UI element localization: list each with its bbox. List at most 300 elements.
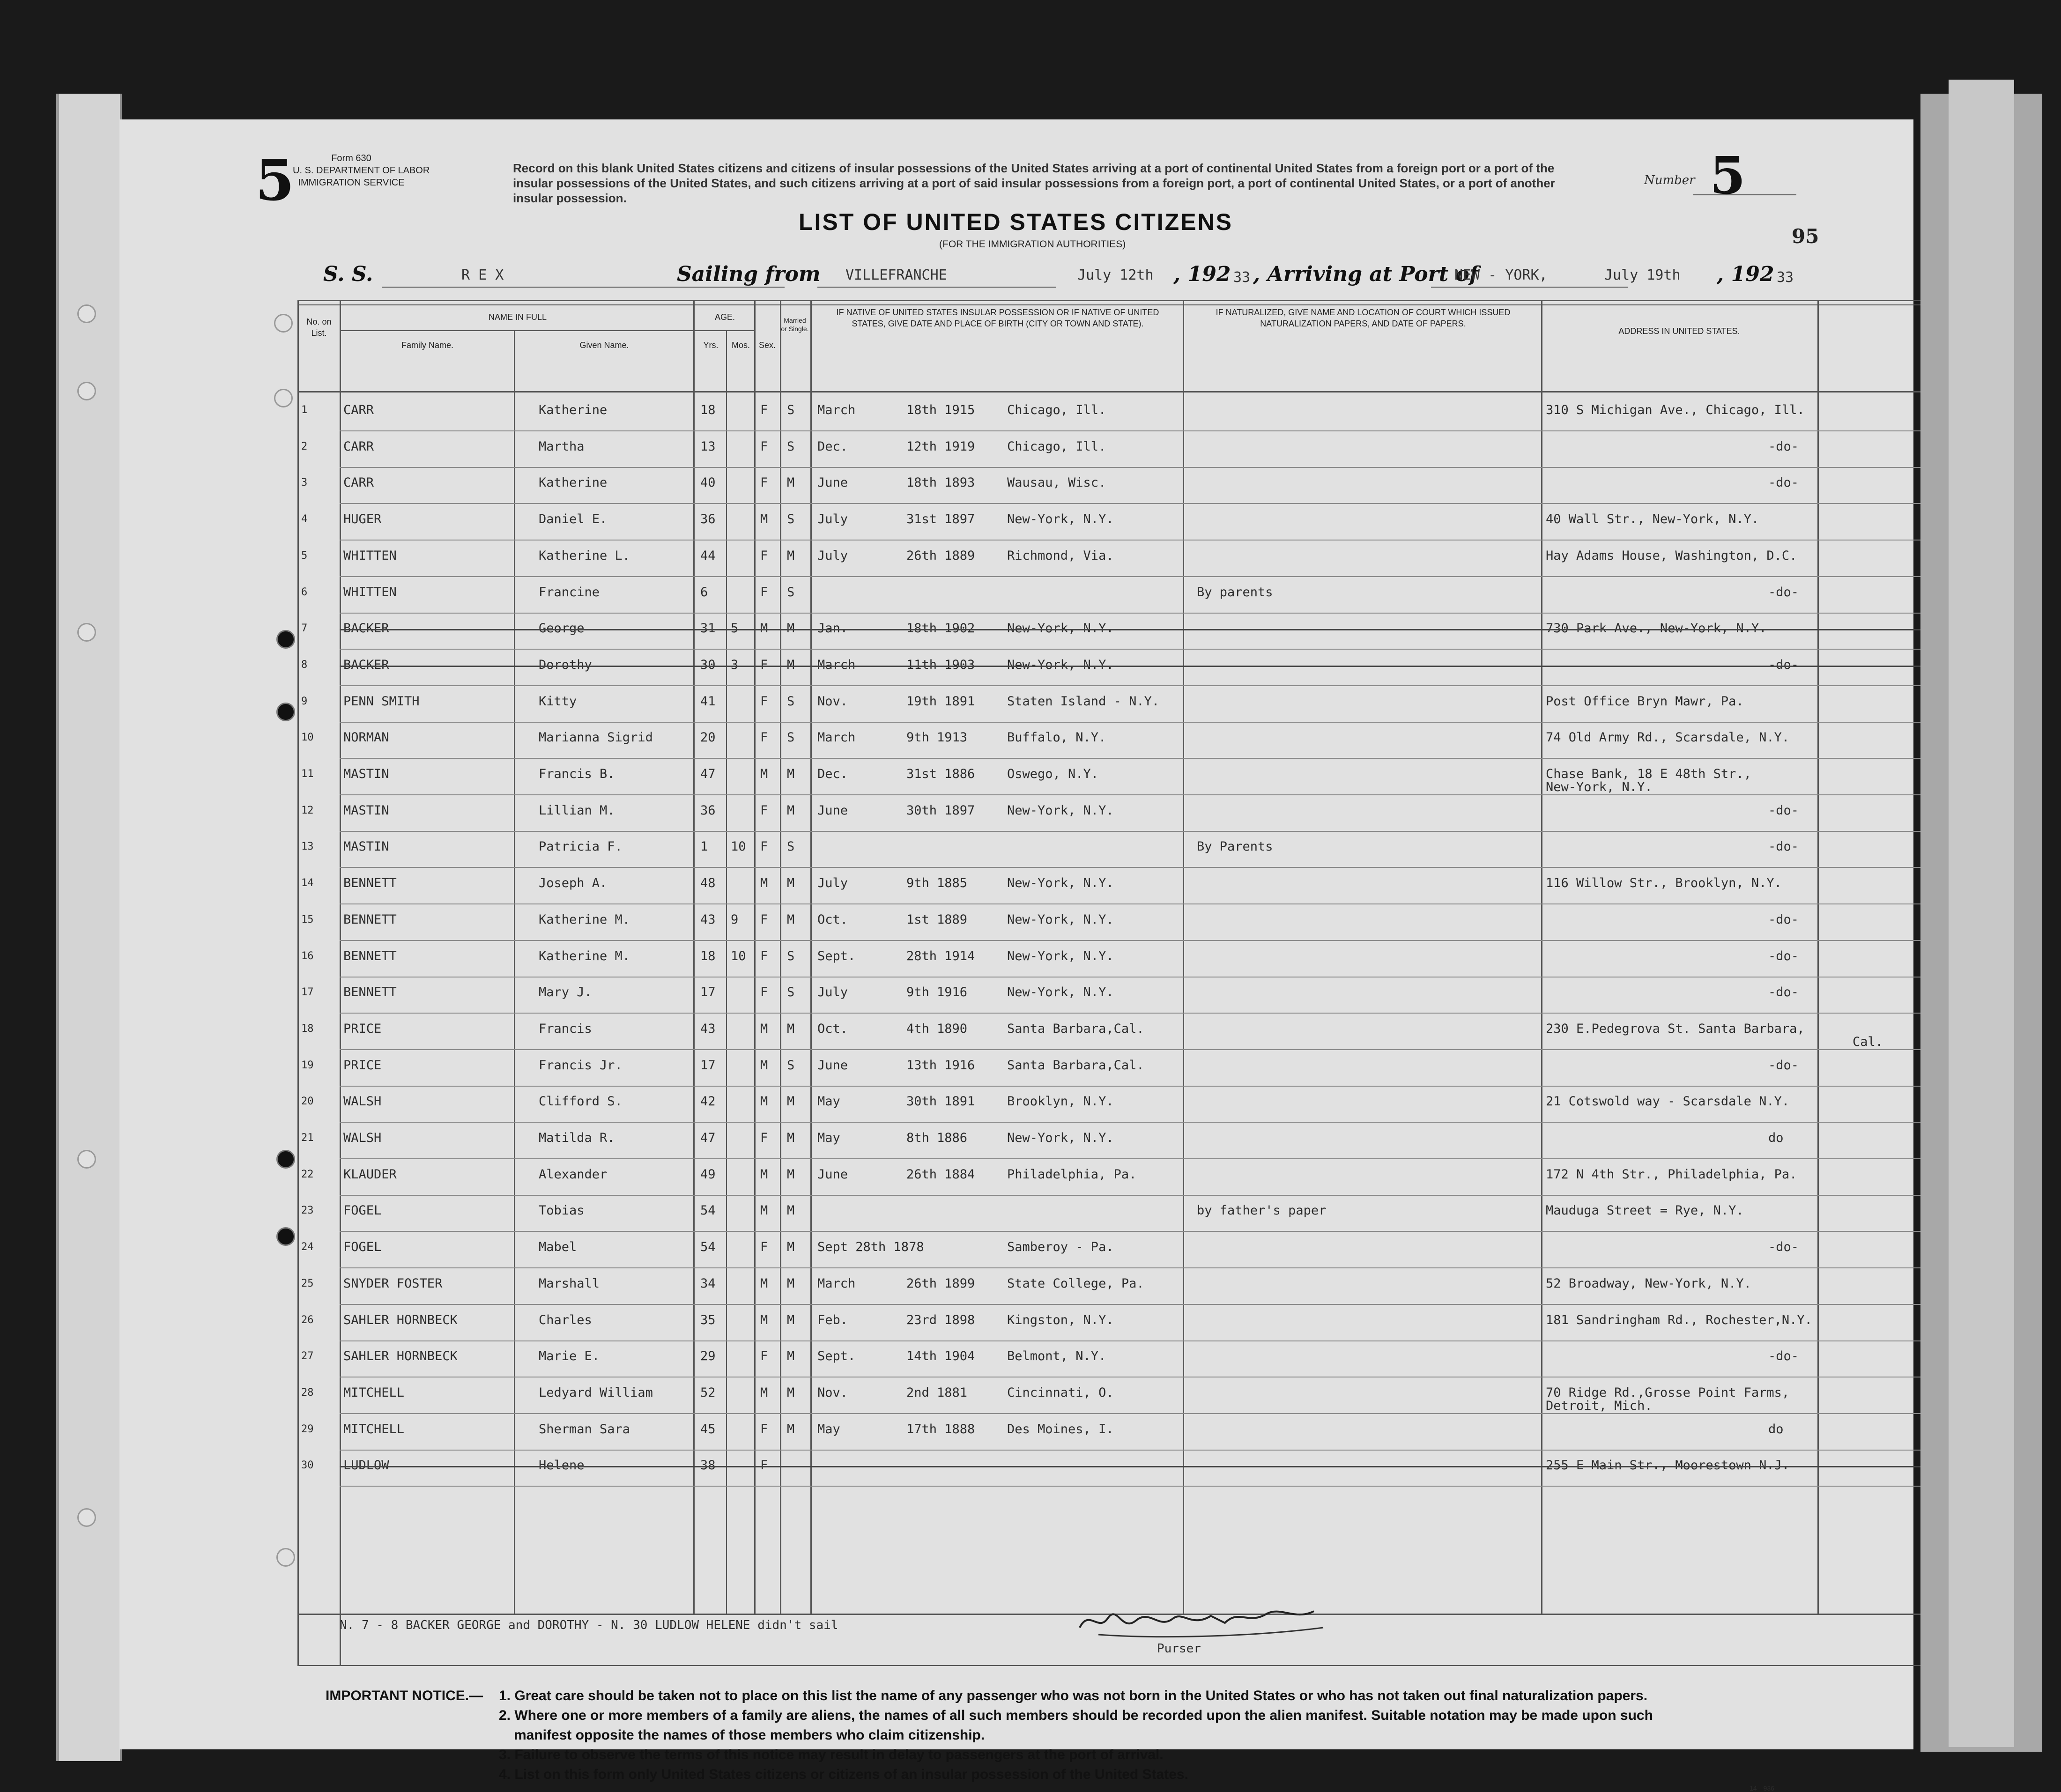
marital-status: M [787, 1276, 795, 1291]
address: -do- [1768, 948, 1799, 963]
address: 255 E Main Str., Moorestown N.J. [1546, 1458, 1790, 1473]
age-months: 10 [731, 839, 746, 854]
sailing-year: 33 [1233, 269, 1251, 286]
given-name: Katherine M. [539, 948, 630, 963]
given-name: Tobias [539, 1203, 585, 1218]
given-name: Joseph A. [539, 876, 608, 891]
age-years: 35 [700, 1312, 716, 1327]
marital-status: S [787, 1058, 795, 1073]
row-rule [340, 1340, 1920, 1341]
birth-month: Feb. [817, 1312, 848, 1327]
row-rule [340, 467, 1920, 468]
row-number: 28 [301, 1386, 314, 1399]
row-rule [340, 576, 1920, 577]
row-number: 8 [301, 659, 308, 671]
naturalization: By Parents [1197, 839, 1273, 854]
age-years: 20 [700, 730, 716, 745]
row-number: 6 [301, 586, 308, 598]
family-name: MASTIN [343, 767, 389, 781]
age-years: 17 [700, 1058, 716, 1073]
address: -do- [1768, 585, 1799, 600]
purser-signature [1070, 1599, 1333, 1644]
col-header-mos: Mos. [731, 341, 750, 350]
marital-status: M [787, 1021, 795, 1036]
col-header-name: NAME IN FULL [488, 312, 547, 322]
row-number: 14 [301, 877, 314, 889]
family-name: HUGER [343, 512, 382, 527]
notice-label: IMPORTANT NOTICE.— [326, 1688, 483, 1703]
page-number: 95 [1792, 225, 1819, 248]
page-edge [1949, 80, 2014, 1747]
row-number: 11 [301, 768, 314, 780]
birth-place: New-York, N.Y. [1007, 876, 1114, 891]
marital-status: M [787, 876, 795, 891]
binder-hole [77, 382, 96, 400]
subheader-rule [340, 330, 754, 331]
marital-status: M [787, 621, 795, 636]
header-bottom-border [297, 391, 1920, 392]
col-border [810, 300, 812, 1614]
strike-through [340, 629, 1920, 630]
age-years: 17 [700, 985, 716, 1000]
row-rule [340, 758, 1920, 759]
birth-place: Cincinnati, O. [1007, 1385, 1114, 1400]
row-rule [340, 794, 1920, 795]
birth-month: Sept. [817, 1349, 856, 1364]
given-name: Mary J. [539, 985, 592, 1000]
number-label: Number [1644, 173, 1695, 187]
age-years: 43 [700, 912, 716, 927]
birth-place: Chicago, Ill. [1007, 403, 1106, 417]
family-name: SAHLER HORNBECK [343, 1349, 458, 1364]
arrival-port: NEW - YORK, [1454, 267, 1548, 283]
birth-month: June [817, 1058, 848, 1073]
row-number: 30 [301, 1459, 314, 1472]
punch-hole [276, 630, 295, 649]
row-number: 22 [301, 1168, 314, 1180]
address-line-2: Detroit, Mich. [1546, 1398, 1653, 1413]
family-name: NORMAN [343, 730, 389, 745]
row-number: 16 [301, 950, 314, 962]
birth-month: June [817, 803, 848, 818]
address: 172 N 4th Str., Philadelphia, Pa. [1546, 1167, 1797, 1182]
punch-hole [276, 1227, 295, 1246]
row-rule [340, 1231, 1920, 1232]
given-name: Patricia F. [539, 839, 623, 854]
sex: F [760, 912, 768, 927]
birth-place: New-York, N.Y. [1007, 912, 1114, 927]
family-name: PENN SMITH [343, 694, 420, 709]
manifest-sheet [119, 119, 1913, 1792]
notice-item: 1. Great care should be taken not to place on this list the name of any passenger who was not born in the United States or who has not taken out final naturalization papers. [499, 1688, 1648, 1703]
marital-status: M [787, 1203, 795, 1218]
birth-place: New-York, N.Y. [1007, 985, 1114, 1000]
row-number: 23 [301, 1205, 314, 1217]
birth-day-year: 13th 1916 [906, 1058, 975, 1073]
age-years: 48 [700, 876, 716, 891]
address: 74 Old Army Rd., Scarsdale, N.Y. [1546, 730, 1790, 745]
address: do [1768, 1131, 1784, 1145]
form-code: 14—936 [1750, 1785, 1774, 1792]
naturalization: By parents [1197, 585, 1273, 600]
age-years: 18 [700, 403, 716, 417]
birth-month: May [817, 1131, 840, 1145]
arrival-date: July 19th [1604, 267, 1681, 283]
row-rule [340, 1122, 1920, 1123]
birth-day-year: 31st 1897 [906, 512, 975, 527]
binder-hole [77, 1150, 96, 1169]
age-years: 1 [700, 839, 708, 854]
birth-day-year: 9th 1916 [906, 985, 968, 1000]
age-years: 30 [700, 657, 716, 672]
number-underline [1693, 194, 1796, 195]
address: -do- [1768, 1058, 1799, 1073]
row-rule [340, 867, 1920, 868]
birth-day-year: 26th 1899 [906, 1276, 975, 1291]
sex: F [760, 1240, 768, 1255]
age-years: 44 [700, 548, 716, 563]
given-name: Daniel E. [539, 512, 608, 527]
form-header [293, 152, 430, 189]
intro-text: Record on this blank United States citizens and citizens of insular possessions of the United States arriving at a port of continental United States from a foreign port or a port of the insular possessions of the United States, and such citizens arriving at a port of said insular possessions from a foreign port, a port of continental United States, or a port of another insular possession. [513, 161, 1555, 205]
address: 21 Cotswold way - Scarsdale N.Y. [1546, 1094, 1790, 1109]
birth-month: July [817, 548, 848, 563]
col-header-given: Given Name. [579, 341, 629, 350]
notice-item: manifest opposite the names of those members who claim citizenship. [514, 1727, 985, 1743]
birth-month: Sept 28th 1878 [817, 1240, 924, 1255]
row-number: 17 [301, 986, 314, 999]
row-number: 1 [301, 404, 308, 416]
given-name: Mabel [539, 1240, 577, 1255]
col-header-address: ADDRESS IN UNITED STATES. [1618, 326, 1740, 336]
address: -do- [1768, 912, 1799, 927]
given-name: Alexander [539, 1167, 608, 1182]
punch-hole [276, 703, 295, 721]
age-years: 43 [700, 1021, 716, 1036]
age-years: 40 [700, 475, 716, 490]
family-name: BACKER [343, 621, 389, 636]
sex: F [760, 657, 768, 672]
age-years: 36 [700, 512, 716, 527]
marital-status: M [787, 912, 795, 927]
row-rule [340, 1086, 1920, 1087]
sex: F [760, 1422, 768, 1437]
col-border [754, 300, 756, 1614]
sex: F [760, 1458, 768, 1473]
sex: M [760, 876, 768, 891]
marital-status: S [787, 403, 795, 417]
birth-month: July [817, 985, 848, 1000]
row-rule [340, 903, 1920, 904]
table-top-border [297, 300, 1920, 301]
row-rule [340, 1013, 1920, 1014]
row-number: 12 [301, 804, 314, 816]
col-border [726, 330, 727, 1614]
footer-note: N. 7 - 8 BACKER GEORGE and DOROTHY - N. 30 LUDLOW HELENE didn't sail [340, 1618, 838, 1632]
birth-day-year: 19th 1891 [906, 694, 975, 709]
sex: F [760, 985, 768, 1000]
birth-place: Santa Barbara,Cal. [1007, 1058, 1144, 1073]
row-rule [340, 613, 1920, 614]
ship-underline [382, 287, 785, 288]
address: -do- [1768, 839, 1799, 854]
given-name: Francis B. [539, 767, 615, 781]
family-name: MASTIN [343, 839, 389, 854]
marital-status: S [787, 730, 795, 745]
notice-item: 2. Where one or more members of a family are aliens, the names of all such members should be recorded upon the alien manifest. Suitable notation may be made upon such [499, 1708, 1653, 1723]
address: -do- [1768, 1240, 1799, 1255]
row-number: 7 [301, 622, 308, 635]
notice-list [499, 1686, 1653, 1785]
given-name: Marianna Sigrid [539, 730, 653, 745]
age-years: 38 [700, 1458, 716, 1473]
birth-day-year: 31st 1886 [906, 767, 975, 781]
birth-month: Jan. [817, 621, 848, 636]
marital-status: M [787, 548, 795, 563]
marital-status: S [787, 694, 795, 709]
punch-hole [276, 1150, 295, 1169]
given-name: Marshall [539, 1276, 600, 1291]
birth-month: Oct. [817, 1021, 848, 1036]
birth-month: March [817, 403, 856, 417]
sex: F [760, 730, 768, 745]
col-border [1183, 300, 1184, 1614]
marital-status: M [787, 657, 795, 672]
row-number: 18 [301, 1022, 314, 1035]
col-header-birth: IF NATIVE OF UNITED STATES INSULAR POSSESSION OR IF NATIVE OF UNITED STATES, GIVE DATE AND PLACE OF BIRTH (CITY OR TOWN AND STATE). [836, 308, 1159, 328]
family-name: LUDLOW [343, 1458, 389, 1473]
family-name: FOGEL [343, 1240, 382, 1255]
address: 116 Willow Str., Brooklyn, N.Y. [1546, 876, 1782, 891]
birth-month: Nov. [817, 1385, 848, 1400]
sex: F [760, 839, 768, 854]
birth-day-year: 2nd 1881 [906, 1385, 968, 1400]
age-years: 54 [700, 1203, 716, 1218]
row-number: 26 [301, 1314, 314, 1326]
col-border [780, 300, 781, 1614]
birth-month: July [817, 512, 848, 527]
port-underline [1431, 287, 1628, 288]
birth-month: Nov. [817, 694, 848, 709]
marital-status: S [787, 985, 795, 1000]
address: 181 Sandringham Rd., Rochester,N.Y. [1546, 1312, 1812, 1327]
birth-place: Santa Barbara,Cal. [1007, 1021, 1144, 1036]
row-rule [340, 1195, 1920, 1196]
given-name: Katherine [539, 403, 608, 417]
age-years: 42 [700, 1094, 716, 1109]
birth-month: July [817, 876, 848, 891]
address: 52 Broadway, New-York, N.Y. [1546, 1276, 1751, 1291]
age-years: 13 [700, 439, 716, 454]
row-number: 19 [301, 1059, 314, 1071]
birth-place: Wausau, Wisc. [1007, 475, 1106, 490]
list-number: 5 [1710, 145, 1746, 206]
address: 730 Park Ave., New-York, N.Y. [1546, 621, 1767, 636]
sex: F [760, 948, 768, 963]
birth-day-year: 4th 1890 [906, 1021, 968, 1036]
sex: M [760, 1094, 768, 1109]
birth-place: Richmond, Via. [1007, 548, 1114, 563]
address: -do- [1768, 657, 1799, 672]
birth-day-year: 8th 1886 [906, 1131, 968, 1145]
marital-status: S [787, 839, 795, 854]
age-months: 10 [731, 948, 746, 963]
address: -do- [1768, 803, 1799, 818]
arriving-label: , Arriving at Port of [1253, 262, 1478, 286]
marital-status: S [787, 948, 795, 963]
birth-place: Belmont, N.Y. [1007, 1349, 1106, 1364]
family-name: KLAUDER [343, 1167, 397, 1182]
birth-day-year: 23rd 1898 [906, 1312, 975, 1327]
birth-month: March [817, 1276, 856, 1291]
given-name: Charles [539, 1312, 592, 1327]
department: U. S. DEPARTMENT OF LABOR [293, 165, 430, 176]
marital-status: M [787, 803, 795, 818]
address: do [1768, 1422, 1784, 1437]
given-name: Matilda R. [539, 1131, 615, 1145]
sailing-year-prefix: , 192 [1173, 262, 1231, 286]
ship-name: R E X [461, 267, 504, 283]
birth-place: New-York, N.Y. [1007, 1131, 1114, 1145]
marital-status: M [787, 1131, 795, 1145]
binder-hole [77, 1508, 96, 1527]
age-years: 34 [700, 1276, 716, 1291]
age-months: 5 [731, 621, 739, 636]
sex: M [760, 1203, 768, 1218]
address: 70 Ridge Rd.,Grosse Point Farms, [1546, 1385, 1790, 1400]
row-number: 20 [301, 1096, 314, 1108]
col-border [693, 300, 695, 1614]
sex: M [760, 1167, 768, 1182]
birth-day-year: 18th 1902 [906, 621, 975, 636]
row-rule [340, 540, 1920, 541]
col-header-naturalized: IF NATURALIZED, GIVE NAME AND LOCATION OF COURT WHICH ISSUED NATURALIZATION PAPERS, AND DATE OF PAPERS. [1216, 308, 1511, 328]
sex: F [760, 694, 768, 709]
row-number: 15 [301, 913, 314, 926]
birth-place: New-York, N.Y. [1007, 621, 1114, 636]
row-number: 2 [301, 440, 308, 452]
given-name: Sherman Sara [539, 1422, 630, 1437]
sex: M [760, 512, 768, 527]
birth-place: Chicago, Ill. [1007, 439, 1106, 454]
birth-place: Oswego, N.Y. [1007, 767, 1099, 781]
birth-place: Des Moines, I. [1007, 1422, 1114, 1437]
sex: M [760, 1058, 768, 1073]
binder-hole [77, 623, 96, 642]
birth-place: New-York, N.Y. [1007, 657, 1114, 672]
age-years: 45 [700, 1422, 716, 1437]
punch-hole [276, 1548, 295, 1567]
row-rule [340, 831, 1920, 832]
col-border [1541, 300, 1542, 1614]
marital-status: M [787, 1312, 795, 1327]
col-border [297, 300, 299, 1665]
sex: M [760, 1021, 768, 1036]
birth-day-year: 26th 1884 [906, 1167, 975, 1182]
marital-status: M [787, 767, 795, 781]
age-years: 31 [700, 621, 716, 636]
given-name: Kitty [539, 694, 577, 709]
address: 310 S Michigan Ave., Chicago, Ill. [1546, 403, 1805, 417]
sailing-date: July 12th [1077, 267, 1154, 283]
birth-place: Buffalo, N.Y. [1007, 730, 1106, 745]
family-name: BENNETT [343, 876, 397, 891]
birth-day-year: 30th 1897 [906, 803, 975, 818]
given-name: Francis [539, 1021, 592, 1036]
birth-place: Samberoy - Pa. [1007, 1240, 1114, 1255]
birth-day-year: 18th 1915 [906, 403, 975, 417]
age-years: 41 [700, 694, 716, 709]
col-border [514, 330, 515, 1614]
family-name: WALSH [343, 1131, 382, 1145]
family-name: BENNETT [343, 948, 397, 963]
row-number: 24 [301, 1241, 314, 1253]
age-years: 52 [700, 1385, 716, 1400]
age-months: 9 [731, 912, 739, 927]
address: 230 E.Pedegrova St. Santa Barbara, [1546, 1021, 1805, 1036]
given-name: Ledyard William [539, 1385, 653, 1400]
birth-day-year: 17th 1888 [906, 1422, 975, 1437]
row-rule [340, 685, 1920, 686]
address: -do- [1768, 475, 1799, 490]
punch-hole [274, 314, 293, 333]
row-number: 27 [301, 1350, 314, 1363]
age-years: 49 [700, 1167, 716, 1182]
row-rule [340, 1049, 1920, 1050]
sailing-underline [817, 287, 1056, 288]
family-name: MITCHELL [343, 1385, 405, 1400]
row-number: 25 [301, 1277, 314, 1289]
family-name: PRICE [343, 1058, 382, 1073]
birth-place: State College, Pa. [1007, 1276, 1144, 1291]
age-months: 3 [731, 657, 739, 672]
row-number: 29 [301, 1423, 314, 1435]
marital-status: S [787, 512, 795, 527]
col-header-yrs: Yrs. [703, 341, 719, 350]
birth-place: New-York, N.Y. [1007, 512, 1114, 527]
given-name: Francine [539, 585, 600, 600]
address: Chase Bank, 18 E 48th Str., [1546, 767, 1751, 781]
given-name: Marie E. [539, 1349, 600, 1364]
family-name: WHITTEN [343, 548, 397, 563]
birth-month: Dec. [817, 767, 848, 781]
birth-month: June [817, 1167, 848, 1182]
birth-day-year: 14th 1904 [906, 1349, 975, 1364]
birth-day-year: 28th 1914 [906, 948, 975, 963]
marital-status: S [787, 585, 795, 600]
birth-day-year: 12th 1919 [906, 439, 975, 454]
birth-month: Dec. [817, 439, 848, 454]
birth-place: Philadelphia, Pa. [1007, 1167, 1137, 1182]
address-line-2: Cal. [1853, 1034, 1883, 1049]
marital-status: M [787, 1240, 795, 1255]
address: Hay Adams House, Washington, D.C. [1546, 548, 1797, 563]
notice-item: 3. Failure to observe the terms of this notice may result in delay to passengers at the port of arrival. [499, 1747, 1164, 1762]
row-rule [340, 940, 1920, 941]
family-name: BACKER [343, 657, 389, 672]
sex: F [760, 548, 768, 563]
given-name: Clifford S. [539, 1094, 623, 1109]
naturalization: by father's paper [1197, 1203, 1327, 1218]
address: Post Office Bryn Mawr, Pa. [1546, 694, 1744, 709]
family-name: CARR [343, 475, 374, 490]
given-name: Katherine M. [539, 912, 630, 927]
birth-day-year: 26th 1889 [906, 548, 975, 563]
given-name: Martha [539, 439, 585, 454]
birth-month: Oct. [817, 912, 848, 927]
col-header-no: No. on List. [306, 317, 332, 338]
family-name: MASTIN [343, 803, 389, 818]
